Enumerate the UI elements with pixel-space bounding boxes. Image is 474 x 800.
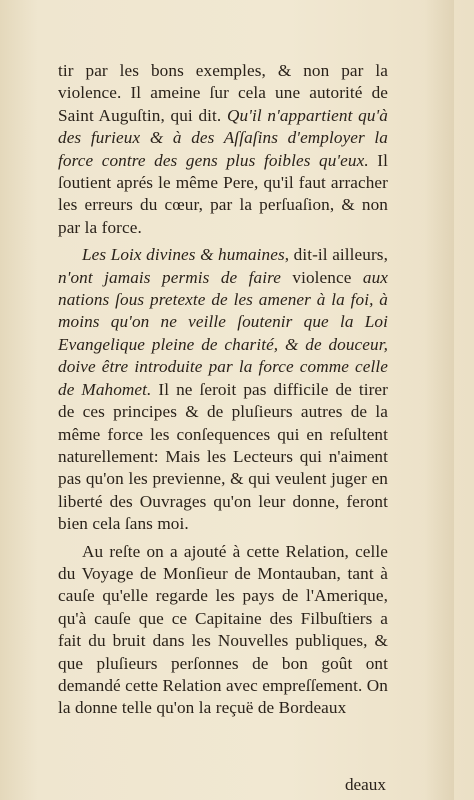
text-span: violence: [281, 267, 363, 287]
catchword: deaux: [344, 775, 386, 794]
text-span-italic: aux nations ſous pretexte de les amener à la foi, à moins qu'on ne veille ſoutenir que la Loi Evangelique pleine de charité, & de douceur, doive être introduite par la force comme celle de Mahomet.: [58, 267, 388, 399]
text-span: tir par les bons exemples, & non par la violence. Il ameine ſur cela une autorité de Saint Auguſtin, qui dit.: [58, 61, 388, 125]
paragraph-1: [58, 60, 388, 239]
text-span: Il ne ſeroit pas difficile de tirer de ces principes & de pluſieurs autres de la même force les conſequences qui en reſultent naturellement: Mais les Lecteurs qui n'aiment pas qu'on les previenne, & qui veulent juger en liberté des Ouvrages qu'on leur donne, feront bien cela ſans moi.: [58, 379, 388, 534]
text-span-italic: Qu'il n'appartient qu'à des furieux & à des Aſſaſins d'employer la force contre des gens plus foibles qu'eux.: [58, 105, 388, 170]
page-edge-shadow: [424, 0, 454, 800]
text-span: , dit-il ailleurs,: [284, 245, 388, 265]
body-text: [58, 60, 388, 720]
paragraph-3: [58, 541, 388, 720]
text-span: Au reſte on a ajouté à cette Relation, celle du Voyage de Monſieur de Montauban, tant à cauſe qu'elle regarde les pays de l'Amerique, qu'à cauſe que ce Capitaine des Filbuſtiers a fait du bruit dans les Nouvelles publiques, & que pluſieurs perſonnes de bon goût ont demandé cette Relation avec empreſſement. On la donne telle qu'on la reçuë de Bordeaux: [58, 541, 388, 718]
paragraph-2: [58, 244, 388, 535]
text-span-italic: Les Loix divines & humaines: [82, 245, 285, 265]
text-span: Il ſoutient aprés le même Pere, qu'il faut arracher les erreurs du cœur, par la perſuaſion, & non par la force.: [58, 150, 388, 237]
text-span-italic: n'ont jamais permis de faire: [58, 267, 281, 287]
